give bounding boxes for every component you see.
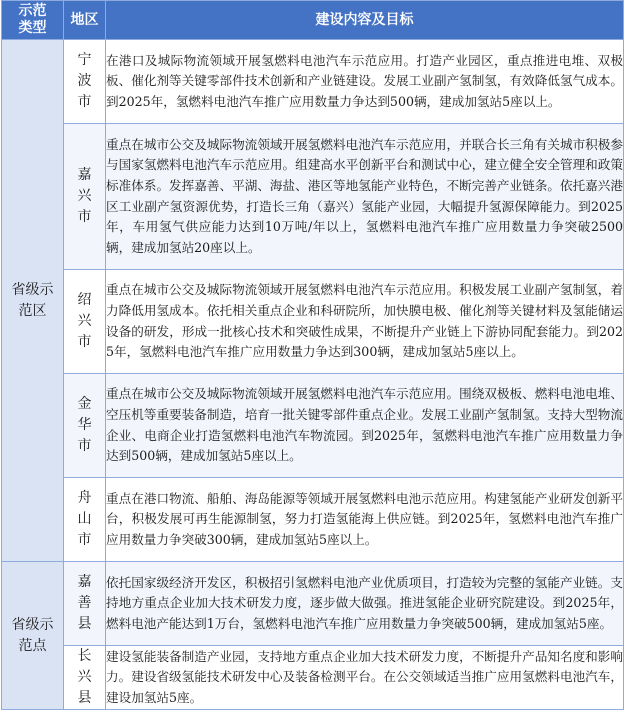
region-name: 舟山市 [77, 490, 92, 548]
header-row [2, 1, 624, 40]
region-cell [64, 646, 106, 710]
content-cell: 重点在城市公交及城际物流领域开展氢燃料电池汽车示范应用，并联合长三角有关城市积极参与国家氢燃料电池汽车示范应用。组建高水平创新平台和测试中心，建立健全安全管理和政策标准体系。发挥嘉善、平湖、海盐、港区等地氢能产业特色，不断完善产业链条。依托嘉兴港区工业副产氢资源优势，打造长三角（嘉兴）氢能产业园，大幅提升氢源保障能力。到2025年，车用氢气供应能力达到10万吨/年以上，氢燃料电池汽车推广应用数量力争突破2500辆，建成加氢站20座以上。 [106, 124, 624, 270]
content-cell: 建设氢能装备制造产业园，支持地方重点企业加大技术研发力度，不断提升产品知名度和影响力。建设省级氢能技术研发中心及装备检测平台。在公交领域适当推广应用氢燃料电池汽车，建设加氢站5座。 [106, 646, 624, 710]
content-cell: 重点在港口物流、船舶、海岛能源等领域开展氢燃料电池示范应用。构建氢能产业研发创新平台，积极发展可再生能源制氢，努力打造氢能海上供应链。到2025年，氢燃料电池汽车推广应用数量力争突破300辆，建成加氢站5座以上。 [106, 478, 624, 562]
header-region: 地区 [64, 1, 106, 40]
region-name: 宁波市 [77, 52, 92, 110]
region-cell [64, 40, 106, 124]
region-name: 嘉兴市 [77, 167, 92, 225]
content-cell: 在港口及城际物流领域开展氢燃料电池汽车示范应用。打造产业园区，重点推进电堆、双极板、催化剂等关键零部件技术创新和产业链建设。发展工业副产氢制氢，有效降低氢气成本。到2025年，氢燃料电池汽车推广应用数量力争达到500辆，建成加氢站5座以上。 [106, 40, 624, 124]
header-type: 示范 类型 [2, 1, 64, 40]
category-provincial-point: 省级示 范点 [2, 562, 64, 710]
region-name: 长兴县 [77, 648, 92, 706]
region-cell [64, 478, 106, 562]
table-row [2, 40, 624, 124]
table-row [2, 646, 624, 710]
region-name: 绍兴市 [77, 292, 92, 350]
region-cell [64, 374, 106, 478]
region-cell [64, 124, 106, 270]
region-name: 金华市 [77, 396, 92, 454]
table-row [2, 478, 624, 562]
table-row [2, 374, 624, 478]
content-cell: 重点在城市公交及城际物流领域开展氢燃料电池汽车示范应用。积极发展工业副产氢制氢，着力降低用氢成本。依托相关重点企业和科研院所，加快膜电极、催化剂等关键材料及氢能储运设备的研发，形成一批核心技术和突破性成果，不断提升产业链上下游协同配套能力。到2025年，氢燃料电池汽车推广应用数量力争达到300辆，建成加氢站5座以上。 [106, 270, 624, 374]
region-cell [64, 562, 106, 646]
category-provincial-zone: 省级示 范区 [2, 40, 64, 562]
content-cell: 重点在城市公交及城际物流领域开展氢燃料电池汽车示范应用。围绕双极板、燃料电池电堆、空压机等重要装备制造，培育一批关键零部件重点企业。发展工业副产氢制氢。支持大型物流企业、电商企业打造氢燃料电池汽车物流园。到2025年，氢燃料电池汽车推广应用数量力争达到500辆，建成加氢站5座以上。 [106, 374, 624, 478]
region-name: 嘉善县 [77, 574, 92, 632]
content-cell: 依托国家级经济开发区，积极招引氢燃料电池产业优质项目，打造较为完整的氢能产业链。支持地方重点企业加大技术研发力度，逐步做大做强。推进氢能企业研究院建设。到2025年，燃料电池产能达到1万台，氢燃料电池汽车推广应用数量力争突破500辆，建成加氢站5座。 [106, 562, 624, 646]
table-row [2, 562, 624, 646]
table-row [2, 124, 624, 270]
header-content: 建设内容及目标 [106, 1, 624, 40]
table-row [2, 270, 624, 374]
region-cell [64, 270, 106, 374]
demonstration-table [1, 0, 624, 710]
